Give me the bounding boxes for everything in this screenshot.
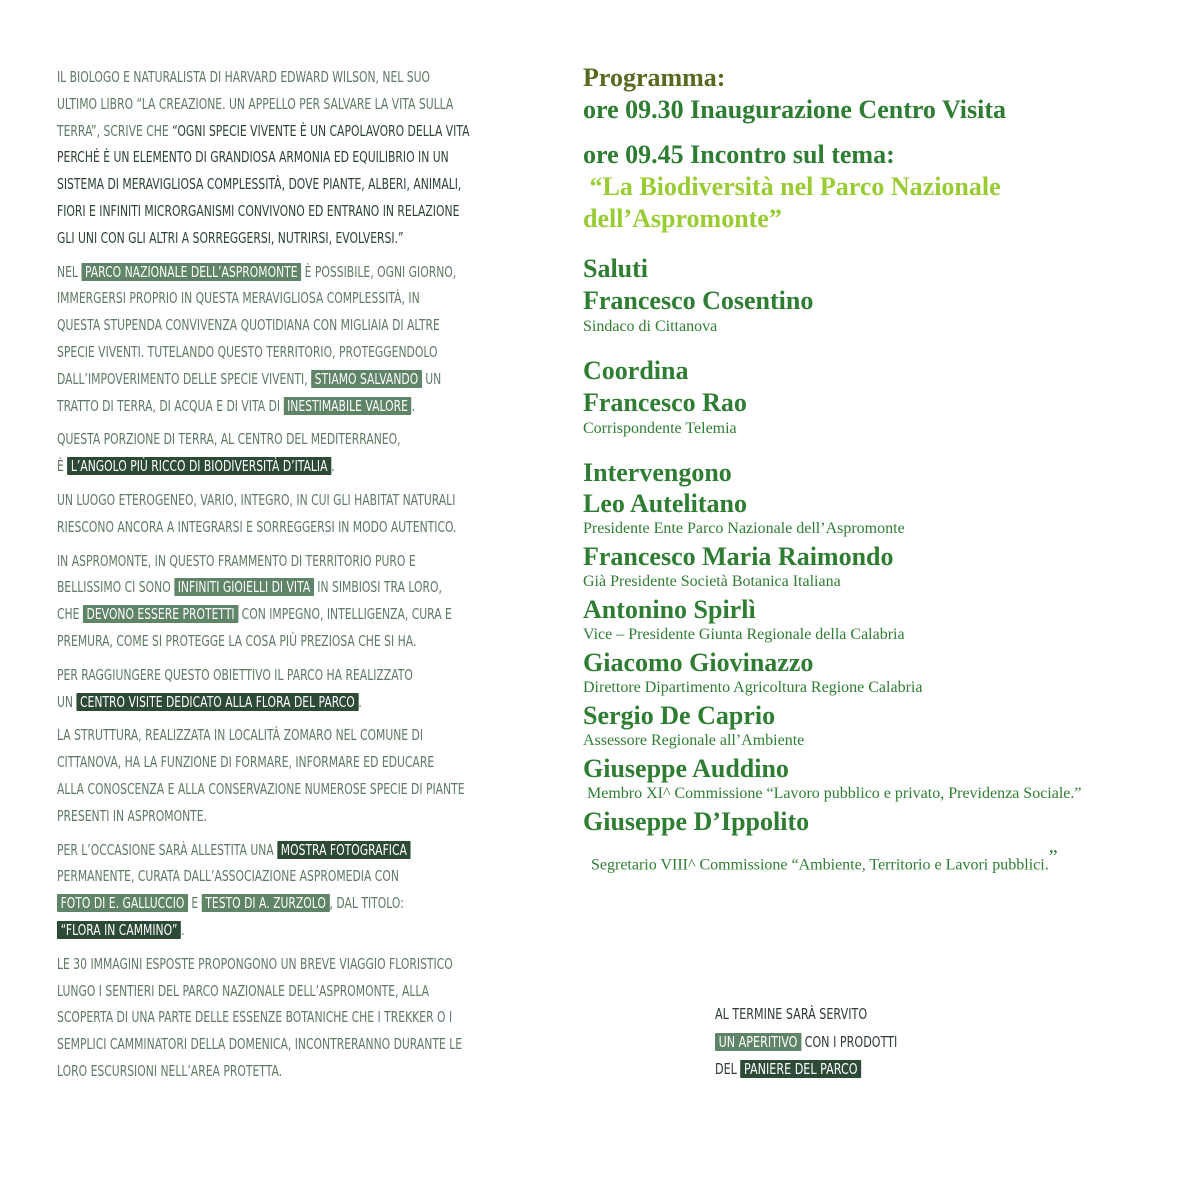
program-column xyxy=(583,62,1183,875)
speaker-role: Membro XI^ Commissione “Lavoro pubblico e privato, Previdenza Sociale.” xyxy=(583,785,1082,802)
paragraph-habitat: UN LUOGO ETEROGENEO, VARIO, INTEGRO, IN CUI GLI HABITAT NATURALI RIESCONO ANCORA A INTEGRARSI E SORREGGERSI IN MODO AUTENTICO. xyxy=(57,490,457,536)
highlight-centro-visite: CENTRO VISITE DEDICATO ALLA FLORA DEL PARCO xyxy=(76,693,358,711)
speaker-list xyxy=(583,489,1183,875)
speaker-item xyxy=(583,595,1183,645)
paragraph-mediterraneo: QUESTA PORZIONE DI TERRA, AL CENTRO DEL MEDITERRANEO, È L’ANGOLO PIÙ RICCO DI BIODIVERSITÀ D’ITALIA . xyxy=(57,430,401,476)
aperitivo-note xyxy=(715,1001,1055,1084)
highlight-mostra: MOSTRA FOTOGRAFICA xyxy=(277,841,410,859)
speaker-item xyxy=(583,807,1183,875)
section-coordina: Coordina xyxy=(583,356,689,385)
speaker-item xyxy=(583,489,1183,539)
speaker-name: Antonino Spirlì xyxy=(583,595,756,624)
speaker-name: Giacomo Giovinazzo xyxy=(583,648,814,677)
intro-column xyxy=(57,64,547,1085)
program-theme-line1: “La Biodiversità nel Parco Nazionale xyxy=(583,172,1001,201)
speaker-role: Presidente Ente Parco Nazionale dell’Aspromonte xyxy=(583,520,905,537)
highlight-paniere: PANIERE DEL PARCO xyxy=(740,1060,861,1078)
speaker-role: Vice – Presidente Giunta Regionale della Calabria xyxy=(583,626,905,643)
person-cosentino: Francesco Cosentino xyxy=(583,286,814,315)
paragraph-centro-visite: PER RAGGIUNGERE QUESTO OBIETTIVO IL PARCO HA REALIZZATO UN CENTRO VISITE DEDICATO ALLA FLORA DEL PARCO . xyxy=(57,665,413,711)
highlight-testo: TESTO DI A. ZURZOLO xyxy=(202,894,330,912)
speaker-role: Assessore Regionale all’Ambiente xyxy=(583,732,805,749)
paragraph-gioielli: IN ASPROMONTE, IN QUESTO FRAMMENTO DI TERRITORIO PURO E BELLISSIMO CI SONO INFINITI GIOIELLI DI VITA IN SIMBIOSI TRA LORO, CHE DEVONO ESSERE PROTETTI CON IMPEGNO, INTELLIGENZA, CURA E PREMURA, COME SI PROTEGGE LA COSA PIÙ PREZIOSA CHE SI HA. xyxy=(57,551,452,650)
highlight-parco: PARCO NAZIONALE DELL’ASPROMONTE xyxy=(81,263,301,281)
program-item-inauguration: ore 09.30 Inaugurazione Centro Visita xyxy=(583,95,1006,124)
highlight-aperitivo: UN APERITIVO xyxy=(715,1033,801,1051)
speaker-name: Giuseppe D’Ippolito xyxy=(583,807,810,836)
role-rao: Corrispondente Telemia xyxy=(583,420,737,437)
speaker-name: Sergio De Caprio xyxy=(583,701,776,730)
program-title: Programma: xyxy=(583,63,726,92)
highlight-gioielli: INFINITI GIOIELLI DI VITA xyxy=(174,578,314,596)
highlight-salvando: STIAMO SALVANDO xyxy=(311,370,422,388)
speaker-item xyxy=(583,648,1183,698)
speaker-name: Leo Autelitano xyxy=(583,489,747,518)
speaker-item xyxy=(583,754,1183,804)
speaker-name: Francesco Maria Raimondo xyxy=(583,542,894,571)
speaker-item xyxy=(583,701,1183,751)
paragraph-parco: NEL PARCO NAZIONALE DELL’ASPROMONTE È POSSIBILE, OGNI GIORNO, IMMERGERSI PROPRIO IN QUESTA MERAVIGLIOSA COMPLESSITÀ, IN QUESTA STUPENDA CONVIVENZA QUOTIDIANA CON MIGLIAIA DI ALTRE SPECIE VIVENTI. TUTELANDO QUESTO TERRITORIO, PROTEGGENDOLO DALL’IMPOVERIMENTO DELLE SPECIE VIVENTI, STIAMO SALVANDO UN TRATTO DI TERRA, DI ACQUA E DI VITA DI INESTIMABILE VALORE . xyxy=(57,262,457,415)
paragraph-struttura: LA STRUTTURA, REALIZZATA IN LOCALITÀ ZOMARO NEL COMUNE DI CITTANOVA, HA LA FUNZIONE DI FORMARE, INFORMARE ED EDUCARE ALLA CONOSCENZA E ALLA CONSERVAZIONE NUMEROSE SPECIE DI PIANTE PRESENTI IN ASPROMONTE. xyxy=(57,726,465,825)
speaker-role: Direttore Dipartimento Agricoltura Regione Calabria xyxy=(583,679,923,696)
program-item-incontro: ore 09.45 Incontro sul tema: xyxy=(583,140,895,169)
aperitivo-text: AL TERMINE SARÀ SERVITO UN APERITIVO CON I PRODOTTI DEL PANIERE DEL PARCO xyxy=(715,1005,898,1078)
person-rao: Francesco Rao xyxy=(583,388,747,417)
highlight-protetti: DEVONO ESSERE PROTETTI xyxy=(83,605,238,623)
role-cosentino: Sindaco di Cittanova xyxy=(583,318,718,335)
highlight-biodiversita: L’ANGOLO PIÙ RICCO DI BIODIVERSITÀ D’ITALIA xyxy=(67,457,331,475)
speaker-role: Già Presidente Società Botanica Italiana xyxy=(583,573,841,590)
highlight-foto: FOTO DI E. GALLUCCIO xyxy=(57,894,188,912)
highlight-flora-in-cammino: “FLORA IN CAMMINO” xyxy=(57,921,181,939)
paragraph-mostra: PER L’OCCASIONE SARÀ ALLESTITA UNA MOSTRA FOTOGRAFICA PERMANENTE, CURATA DALL’ASSOCIAZIONE ASPROMEDIA CON FOTO DI E. GALLUCCIO E TESTO DI A. ZURZOLO , DAL TITOLO: “FLORA IN CAMMINO” . xyxy=(57,837,547,944)
section-saluti: Saluti xyxy=(583,254,649,283)
speaker-role: Segretario VIII^ Commissione “Ambiente, Territorio e Lavori pubblici.” xyxy=(583,846,1058,874)
highlight-valore: INESTIMABILE VALORE xyxy=(284,397,412,415)
speaker-name: Giuseppe Auddino xyxy=(583,754,789,783)
speaker-item xyxy=(583,542,1183,592)
section-intervengono: Intervengono xyxy=(583,458,732,487)
paragraph-immagini: LE 30 IMMAGINI ESPOSTE PROPONGONO UN BREVE VIAGGIO FLORISTICO LUNGO I SENTIERI DEL PARCO NAZIONALE DELL’ASPROMONTE, ALLA SCOPERTA DI UNA PARTE DELLE ESSENZE BOTANICHE CHE I TREKKER O I SEMPLICI CAMMINATORI DELLA DOMENICA, INCONTRERANNO DURANTE LE LORO ESCURSIONI NELL’AREA PROTETTA. xyxy=(57,954,463,1080)
program-theme-line2: dell’Aspromonte” xyxy=(583,204,782,233)
paragraph-wilson: IL BIOLOGO E NATURALISTA DI HARVARD EDWARD WILSON, NEL SUO ULTIMO LIBRO “LA CREAZIONE. UN APPELLO PER SALVARE LA VITA SULLA TERRA”, SCRIVE CHE “OGNI SPECIE VIVENTE È UN CAPOLAVORO DELLA VITA PERCHÉ È UN ELEMENTO DI GRANDIOSA ARMONIA ED EQUILIBRIO IN UN SISTEMA DI MERAVIGLIOSA COMPLESSITÀ, DOVE PIANTE, ALBERI, ANIMALI, FIORI E INFINITI MICRORGANISMI CONVIVONO ED ENTRANO IN RELAZIONE GLI UNI CON GLI ALTRI A SORREGGERSI, NUTRIRSI, EVOLVERSI.” xyxy=(57,68,470,247)
